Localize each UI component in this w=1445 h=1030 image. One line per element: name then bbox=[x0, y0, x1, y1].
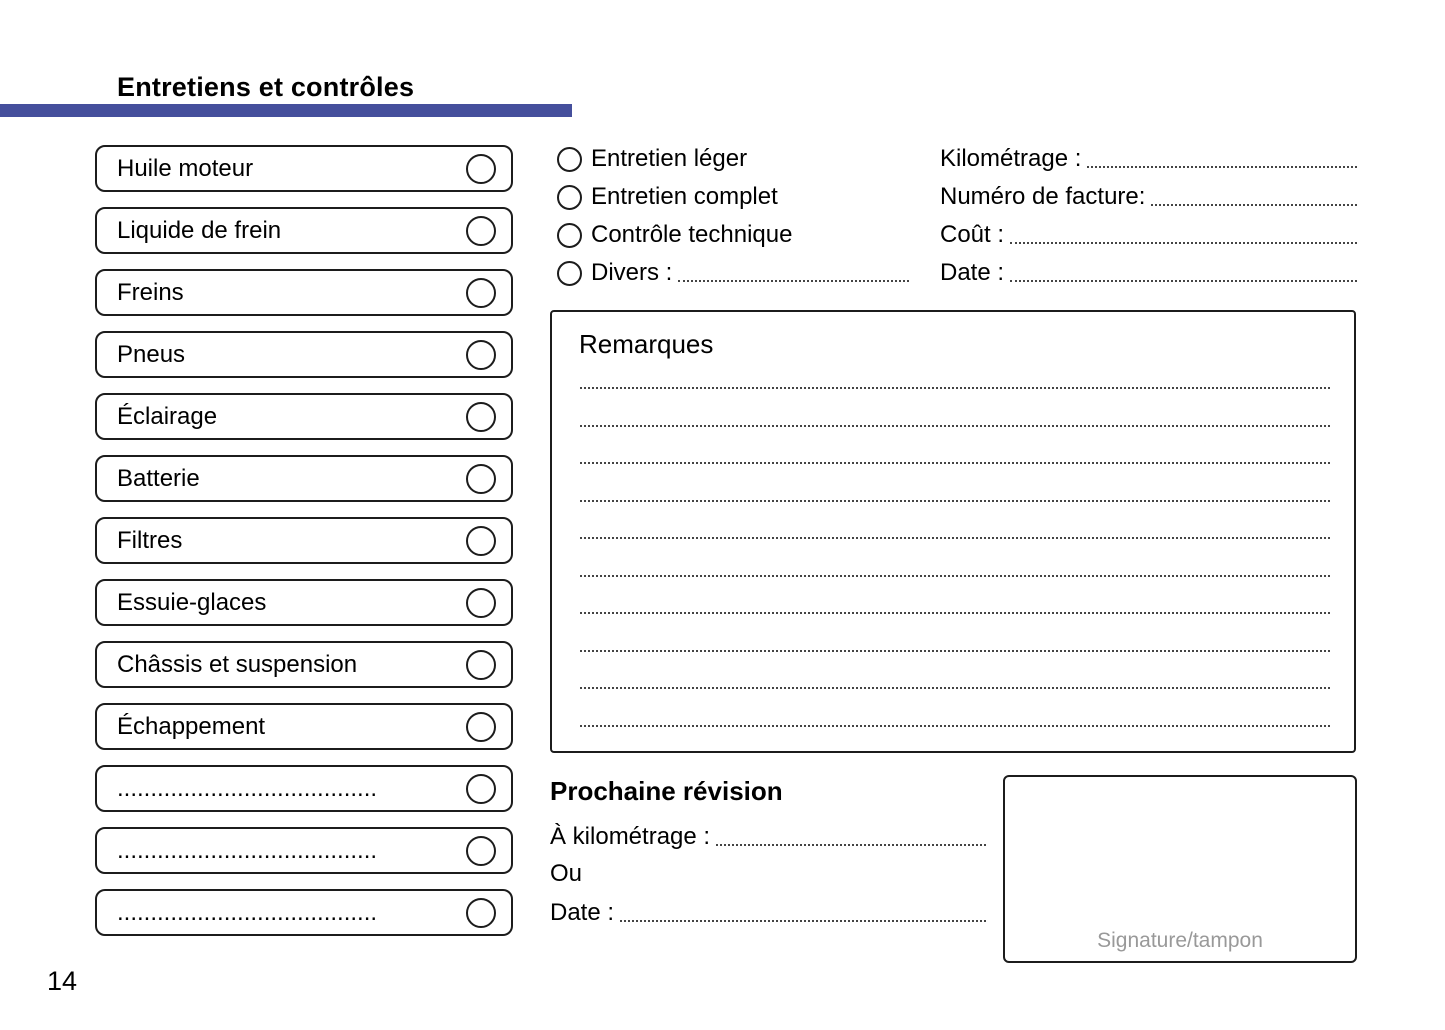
service-type-label: Entretien complet bbox=[591, 183, 778, 210]
radio-circle[interactable] bbox=[557, 261, 582, 286]
checklist-item-label: Pneus bbox=[117, 340, 186, 368]
fill-in-line bbox=[1010, 280, 1357, 282]
checkbox-circle[interactable] bbox=[466, 712, 496, 742]
checklist-row bbox=[95, 641, 513, 688]
service-type-option bbox=[557, 257, 909, 289]
checklist-item-label: ....................................... bbox=[117, 898, 378, 926]
field-label: À kilométrage : bbox=[550, 823, 711, 850]
checklist-row bbox=[95, 393, 513, 440]
signature-box bbox=[1003, 775, 1357, 963]
next-service-title: Prochaine révision bbox=[550, 776, 783, 806]
radio-circle[interactable] bbox=[557, 223, 582, 248]
fill-in-line bbox=[1087, 166, 1357, 168]
or-label: Ou bbox=[550, 860, 583, 887]
checkbox-circle[interactable] bbox=[466, 464, 496, 494]
remarks-line bbox=[580, 387, 1330, 389]
accent-bar bbox=[0, 104, 572, 117]
service-type-option bbox=[557, 181, 857, 213]
checklist-item-label: Essuie-glaces bbox=[117, 588, 267, 616]
checklist-row-blank bbox=[95, 889, 513, 936]
fill-in-line bbox=[620, 920, 986, 922]
checklist-item-label: ....................................... bbox=[117, 774, 378, 802]
checkbox-circle[interactable] bbox=[466, 340, 496, 370]
radio-circle[interactable] bbox=[557, 185, 582, 210]
field-label: Numéro de facture: bbox=[940, 183, 1146, 210]
service-type-option bbox=[557, 219, 857, 251]
checklist-row bbox=[95, 517, 513, 564]
service-type-label: Entretien léger bbox=[591, 145, 748, 172]
fill-in-line bbox=[1151, 204, 1357, 206]
page-number: 14 bbox=[47, 966, 78, 996]
next-service-km-field bbox=[550, 821, 986, 853]
checkbox-circle[interactable] bbox=[466, 588, 496, 618]
checkbox-circle[interactable] bbox=[466, 526, 496, 556]
invoice-field bbox=[940, 143, 1357, 175]
service-type-option bbox=[557, 143, 857, 175]
field-label: Kilométrage : bbox=[940, 145, 1082, 172]
radio-circle[interactable] bbox=[557, 147, 582, 172]
checkbox-circle[interactable] bbox=[466, 898, 496, 928]
checkbox-circle[interactable] bbox=[466, 774, 496, 804]
checkbox-circle[interactable] bbox=[466, 154, 496, 184]
page-title: Entretiens et contrôles bbox=[117, 72, 415, 102]
checklist-row-blank bbox=[95, 827, 513, 874]
remarks-line bbox=[580, 537, 1330, 539]
field-label: Date : bbox=[550, 899, 615, 926]
checklist-row bbox=[95, 145, 513, 192]
remarks-line bbox=[580, 725, 1330, 727]
checklist-item-label: Batterie bbox=[117, 464, 200, 492]
checklist-row bbox=[95, 269, 513, 316]
fill-in-line bbox=[1010, 242, 1357, 244]
checklist-item-label: Éclairage bbox=[117, 402, 218, 430]
invoice-field bbox=[940, 181, 1357, 213]
checkbox-circle[interactable] bbox=[466, 836, 496, 866]
signature-label: Signature/tampon bbox=[1097, 929, 1263, 952]
checklist-row bbox=[95, 331, 513, 378]
next-service-date-field bbox=[550, 897, 986, 929]
service-type-label: Contrôle technique bbox=[591, 221, 793, 248]
remarks-line bbox=[580, 425, 1330, 427]
checklist-item-label: Huile moteur bbox=[117, 154, 254, 182]
checklist-item-label: Freins bbox=[117, 278, 184, 306]
fill-in-line bbox=[678, 280, 909, 282]
checkbox-circle[interactable] bbox=[466, 278, 496, 308]
checklist-item-label: Filtres bbox=[117, 526, 183, 554]
checklist-item-label: ....................................... bbox=[117, 836, 378, 864]
invoice-field bbox=[940, 257, 1357, 289]
field-label: Date : bbox=[940, 259, 1005, 286]
checklist-row bbox=[95, 207, 513, 254]
service-type-label: Divers : bbox=[591, 259, 673, 286]
checklist-row-blank bbox=[95, 765, 513, 812]
checkbox-circle[interactable] bbox=[466, 216, 496, 246]
remarks-line bbox=[580, 612, 1330, 614]
checklist-row bbox=[95, 455, 513, 502]
checklist-row bbox=[95, 703, 513, 750]
invoice-field bbox=[940, 219, 1357, 251]
checklist-item-label: Échappement bbox=[117, 712, 266, 740]
checkbox-circle[interactable] bbox=[466, 650, 496, 680]
checklist-item-label: Liquide de frein bbox=[117, 216, 282, 244]
checkbox-circle[interactable] bbox=[466, 402, 496, 432]
remarks-line bbox=[580, 462, 1330, 464]
remarks-box bbox=[550, 310, 1356, 753]
fill-in-line bbox=[716, 844, 986, 846]
checklist-item-label: Châssis et suspension bbox=[117, 650, 358, 678]
remarks-title: Remarques bbox=[579, 329, 714, 359]
remarks-line bbox=[580, 575, 1330, 577]
remarks-line bbox=[580, 687, 1330, 689]
checklist-row bbox=[95, 579, 513, 626]
remarks-line bbox=[580, 650, 1330, 652]
remarks-line bbox=[580, 500, 1330, 502]
field-label: Coût : bbox=[940, 221, 1005, 248]
